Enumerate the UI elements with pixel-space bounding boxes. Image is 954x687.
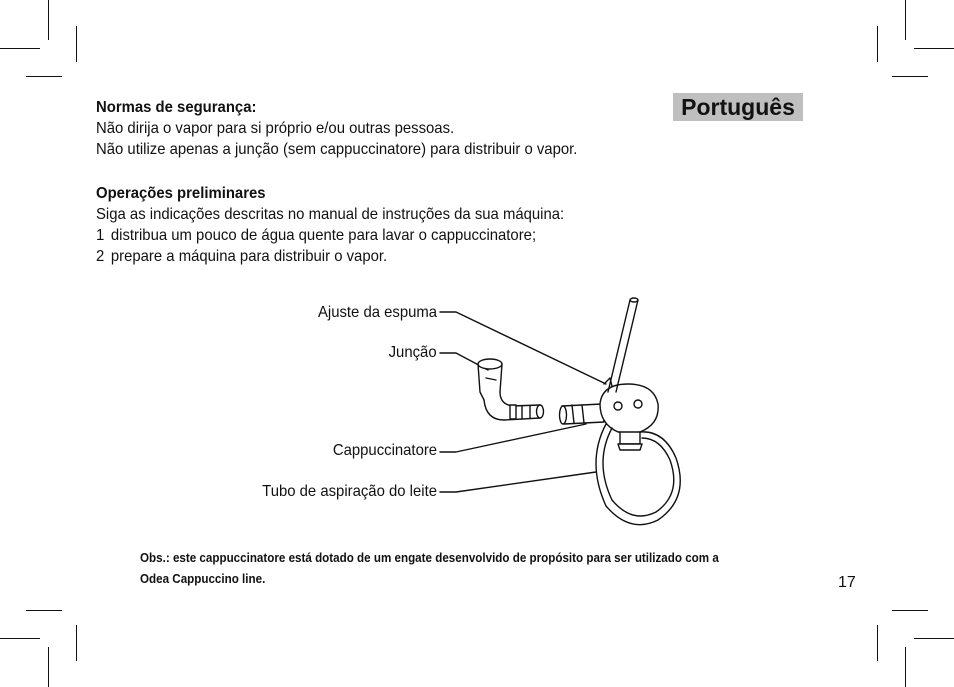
safety-line: Não dirija o vapor para si próprio e/ou outras pessoas. <box>96 120 455 137</box>
label-cappuccinatore: Cappuccinatore <box>332 442 437 459</box>
leader-line-foam-adjust <box>440 312 606 384</box>
preliminary-heading: Operações preliminares <box>96 185 266 202</box>
note <box>140 548 791 590</box>
note-line: Obs.: este cappuccinatore está dotado de um engate desenvolvido de propósito para ser utilizado com a <box>140 551 719 565</box>
label-foam-adjust: Ajuste da espuma <box>317 304 437 321</box>
safety-heading: Normas de segurança: <box>96 99 257 116</box>
cappuccinatore-nozzle <box>560 404 605 424</box>
language-badge: Português <box>673 93 803 121</box>
preliminary-intro: Siga as indicações descritas no manual de instruções da sua máquina: <box>96 206 565 223</box>
leader-line-cappuccinatore <box>440 424 586 452</box>
junction-part <box>478 359 544 420</box>
step-number: 2 <box>96 248 105 265</box>
label-junction: Junção <box>389 344 437 361</box>
page-number: 17 <box>838 574 856 591</box>
safety-line: Não utilize apenas a junção (sem cappuccinatore) para distribuir o vapor. <box>96 141 578 158</box>
milk-tube-straight <box>608 298 638 392</box>
note-line: Odea Cappuccino line. <box>140 572 266 586</box>
step-number: 1 <box>96 227 105 244</box>
label-milk-tube: Tubo de aspiração do leite <box>262 483 437 500</box>
milk-tube-loop <box>596 424 680 525</box>
leader-line-milk-tube <box>440 472 596 492</box>
step-text: prepare a máquina para distribuir o vapor. <box>110 248 388 265</box>
step-text: distribua um pouco de água quente para lavar o cappuccinatore; <box>110 227 537 244</box>
